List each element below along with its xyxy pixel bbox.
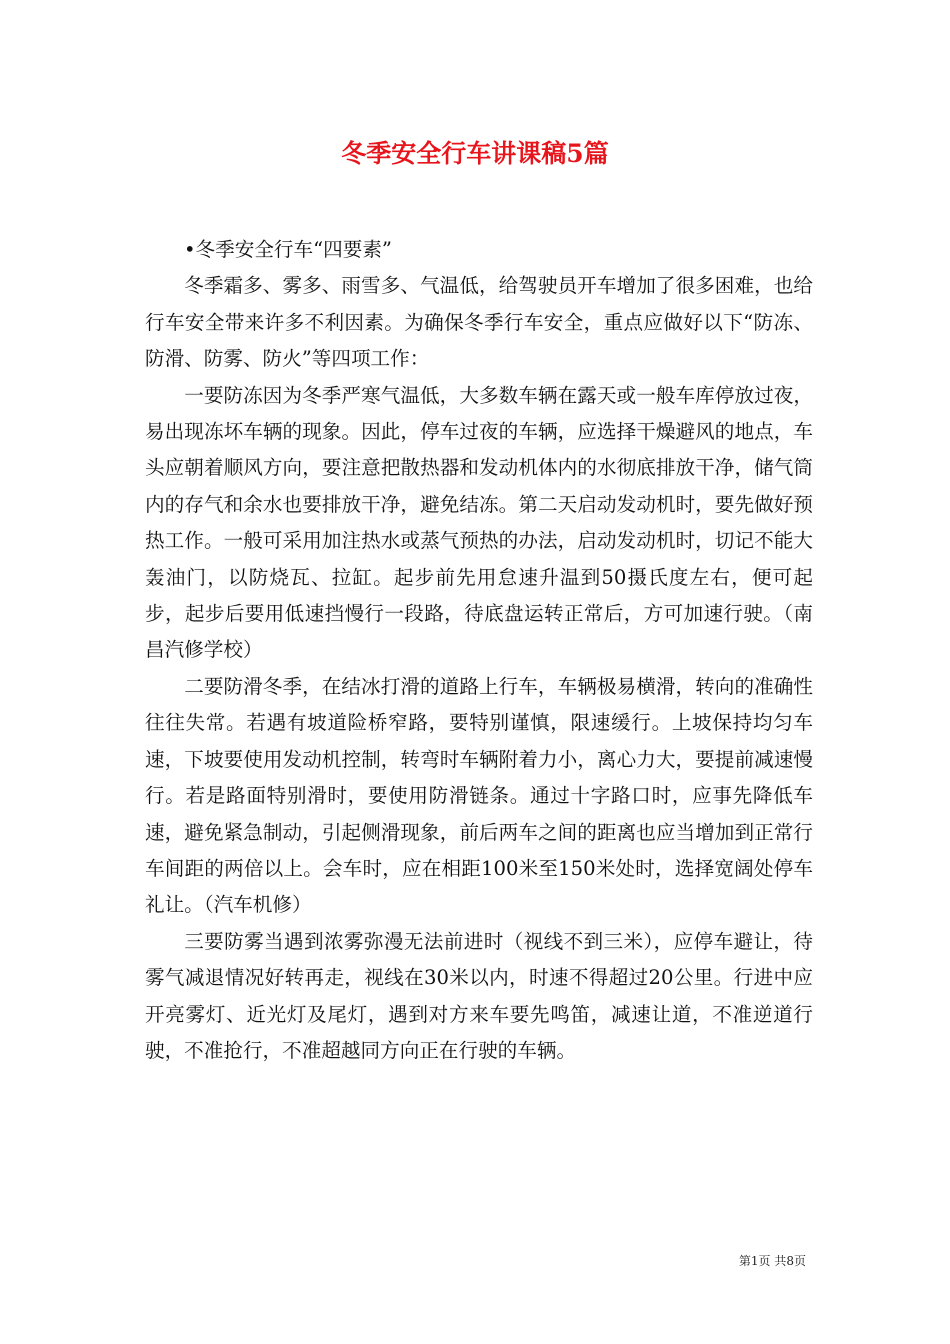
paragraph-antifreeze: 一要防冻因为冬季严寒气温低，大多数车辆在露天或一般车库停放过夜，易出现冻坏车辆的现象。因此，停车过夜的车辆，应选择干燥避风的地点，车头应朝着顺风方向，要注意把散热器和发动机体内的水彻底排放干净，储气筒内的存气和余水也要排放干净，避免结冻。第二天启动发动机时，要先做好预热工作。一般可采用加注热水或蒸气预热的办法，启动发动机时，切记不能大轰油门，以防烧瓦、拉缸。起步前先用怠速升温到50摄氏度左右，便可起步，起步后要用低速挡慢行一段路，待底盘运转正常后，方可加速行驶。（南昌汽修学校） xyxy=(145,383,813,662)
paragraph-antiskid: 二要防滑冬季，在结冰打滑的道路上行车，车辆极易横滑，转向的准确性往往失常。若遇有坡道险桥窄路，要特别谨慎，限速缓行。上坡保持均匀车速，下坡要使用发动机控制，转弯时车辆附着力小，离心力大，要提前减速慢行。若是路面特别滑时，要使用防滑链条。通过十字路口时，应事先降低车速，避免紧急制动，引起侧滑现象，前后两车之间的距离也应当增加到正常行车间距的两倍以上。会车时，应在相距100米至150米处时，选择宽阔处停车礼让。（汽车机修） xyxy=(145,674,813,917)
paragraph-intro: 冬季霜多、雾多、雨雪多、气温低，给驾驶员开车增加了很多困难，也给行车安全带来许多不利因素。为确保冬季行车安全，重点应做好以下“防冻、防滑、防雾、防火”等四项工作： xyxy=(145,274,813,371)
document-body xyxy=(145,232,813,1069)
section-heading: •冬季安全行车“四要素” xyxy=(184,238,392,261)
paragraph-antifog: 三要防雾当遇到浓雾弥漫无法前进时（视线不到三米），应停车避让，待雾气减退情况好转再走，视线在30米以内，时速不得超过20公里。行进中应开亮雾灯、近光灯及尾灯，遇到对方来车要先鸣笛，减速让道，不准逆道行驶，不准抢行，不准超越同方向正在行驶的车辆。 xyxy=(145,929,813,1062)
document-title: 冬季安全行车讲课稿5篇 xyxy=(341,139,609,168)
page-number: 第1页 共8页 xyxy=(738,1254,806,1268)
